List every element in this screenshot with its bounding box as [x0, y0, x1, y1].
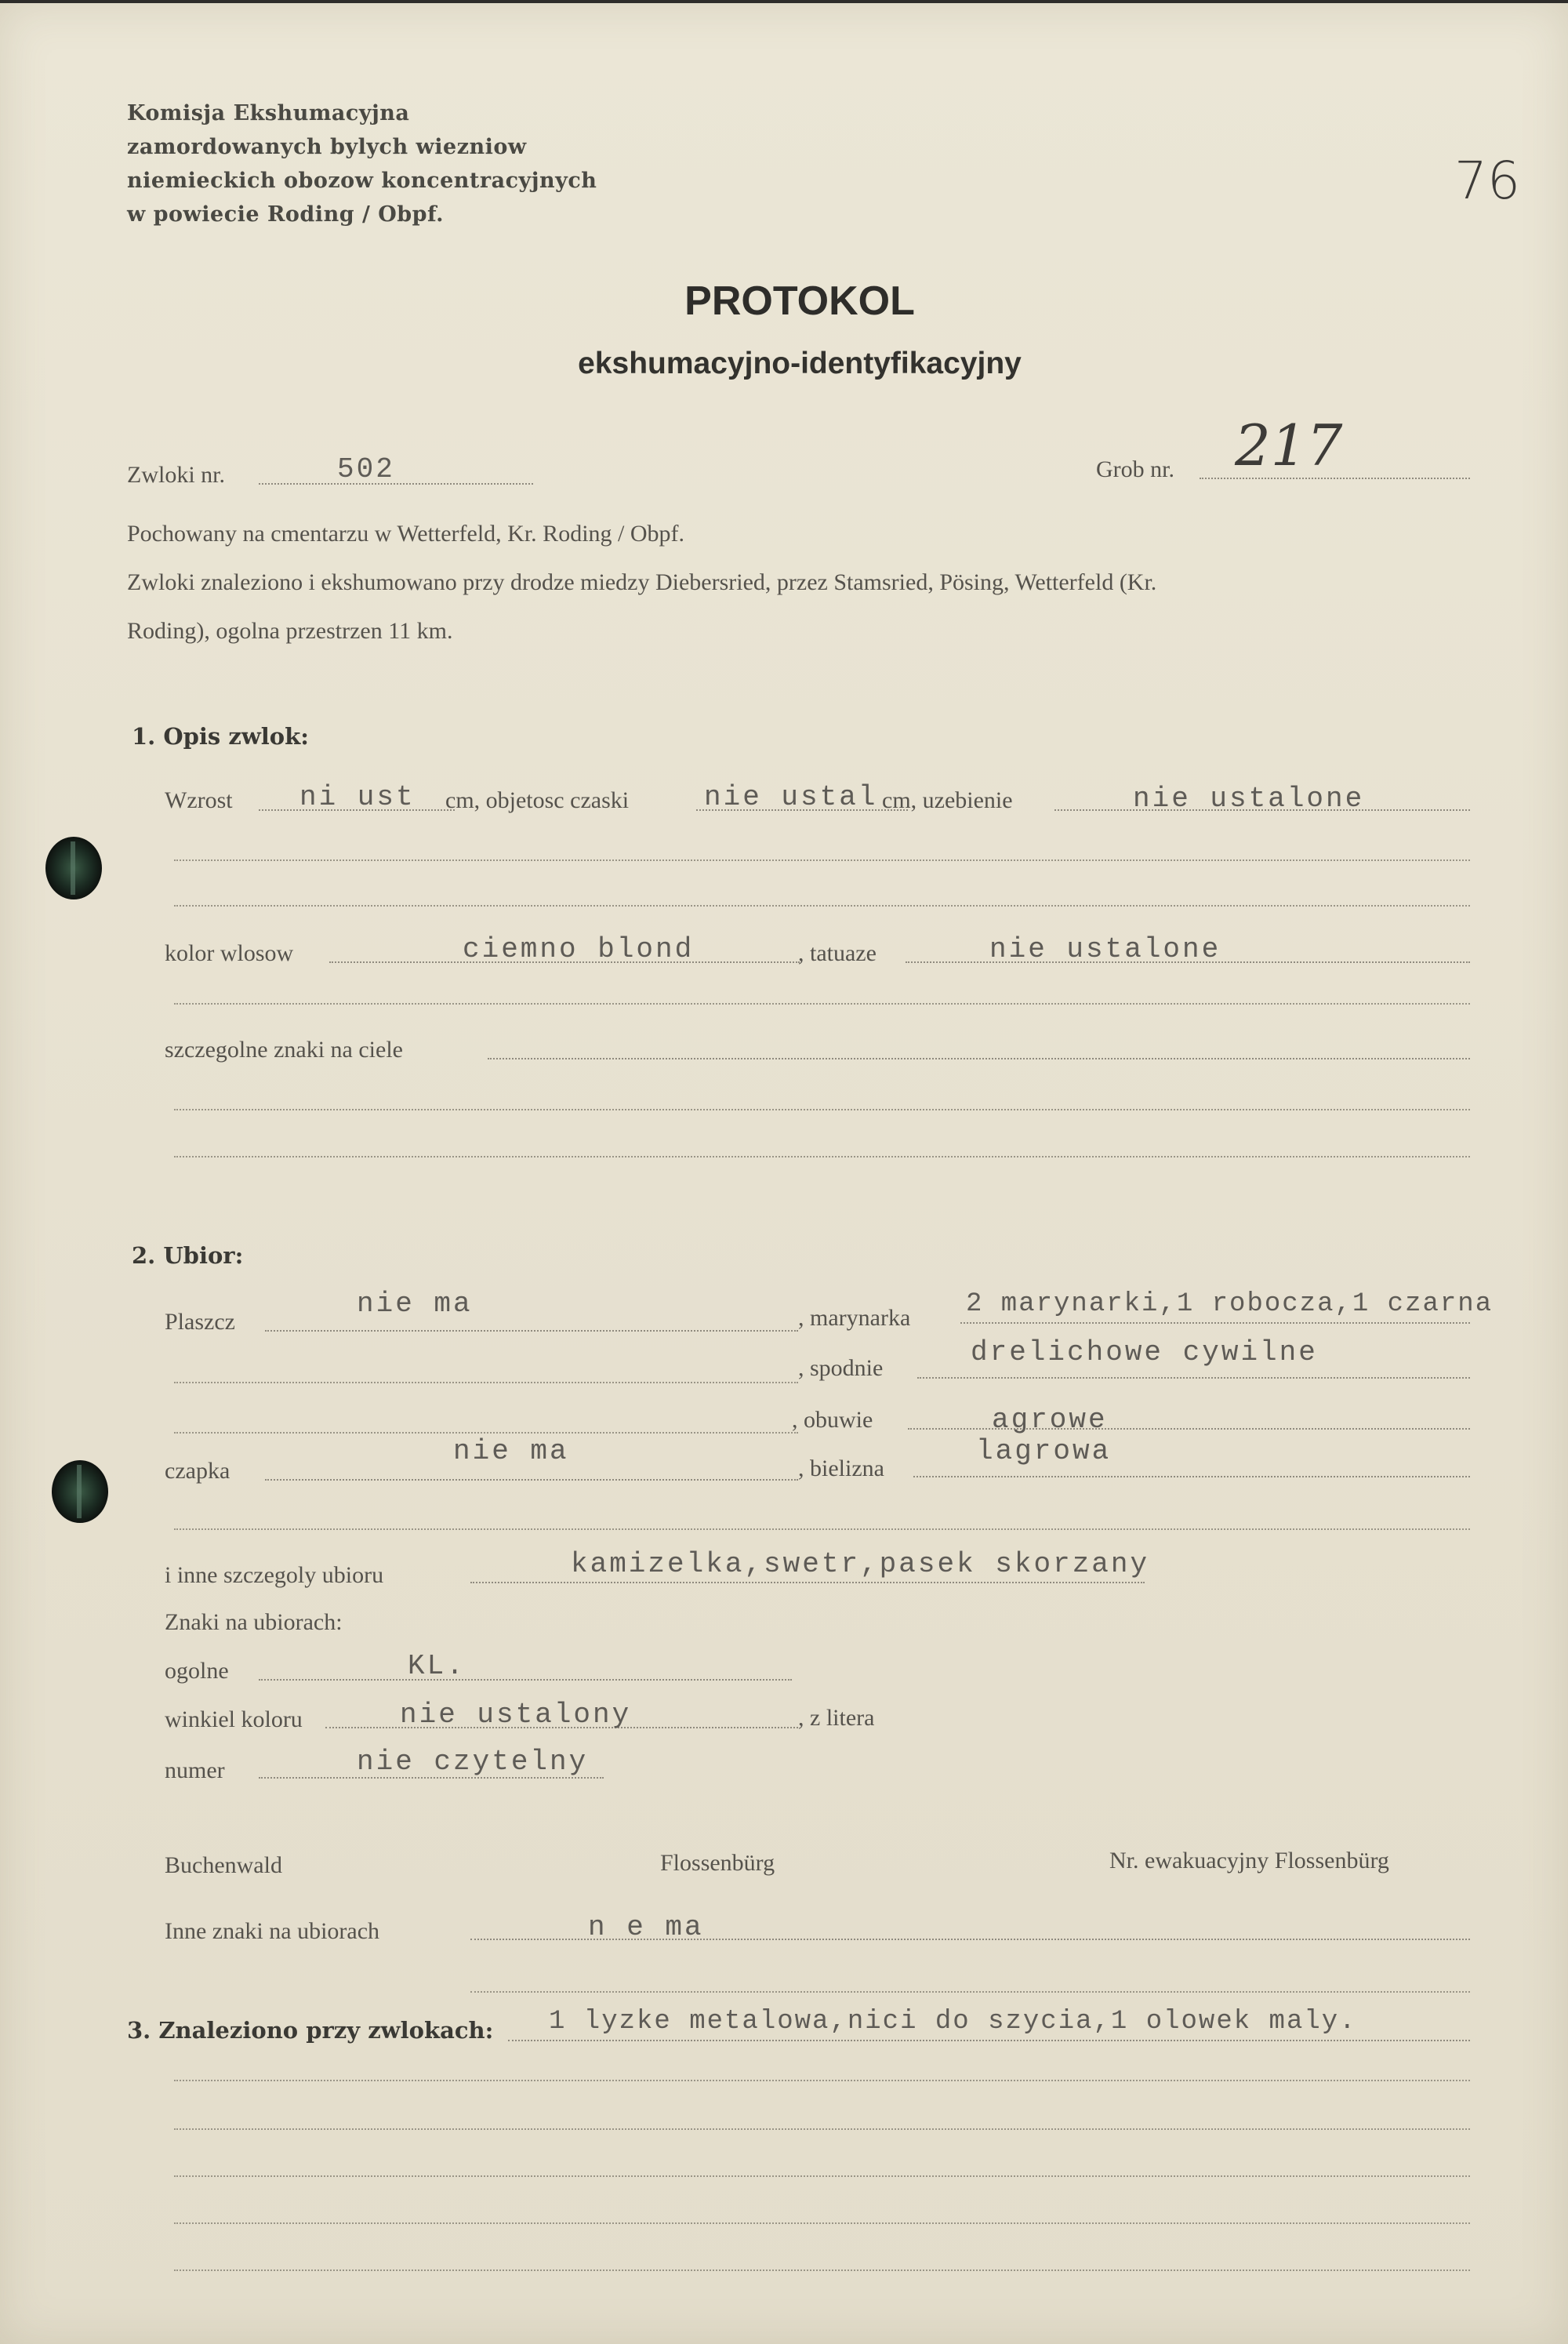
header-line-4: w powiecie Roding / Obpf. [127, 202, 445, 227]
section-3-heading: 3. Znaleziono przy zwlokach: [127, 2017, 494, 2044]
skull-unit: cm, uzebienie [882, 787, 1013, 813]
clothing-marks-heading: Znaki na ubiorach: [165, 1609, 343, 1635]
section-1-heading: 1. Opis zwlok: [132, 723, 309, 750]
grave-number-value: 217 [1235, 412, 1343, 478]
number-value: nie czytelny [357, 1746, 589, 1778]
body-number-label: Zwloki nr. [127, 462, 225, 488]
coat-label: Plaszcz [165, 1309, 235, 1335]
header-line-3: niemieckich obozow koncentracyjnych [127, 169, 597, 193]
body-number-value: 502 [337, 453, 395, 485]
punch-hole-top [45, 837, 102, 899]
letter-label: , z litera [798, 1705, 875, 1731]
found-text-1: Zwloki znaleziono i ekshumowano przy drodze miedzy Diebersried, przez Stamsried, Pösing, Wetterfeld (Kr. [127, 569, 1157, 595]
header-line-1: Komisja Ekshumacyjna [127, 101, 410, 125]
tattoo-value: nie ustalone [989, 933, 1221, 965]
evacuation-number-label: Nr. ewakuacyjny Flossenbürg [1109, 1848, 1389, 1873]
height-value: ni ust [299, 781, 416, 813]
other-clothing-marks-label: Inne znaki na ubiorach [165, 1918, 380, 1944]
punch-hole-bottom [52, 1460, 108, 1523]
underwear-label: , bielizna [798, 1455, 884, 1481]
burial-text: Pochowany na cmentarzu w Wetterfeld, Kr. Roding / Obpf. [127, 521, 685, 547]
coat-value: nie ma [357, 1288, 473, 1320]
other-clothing-marks-value: n e ma [588, 1911, 704, 1943]
cap-label: czapka [165, 1458, 230, 1484]
shoes-value: agrowe [992, 1404, 1108, 1436]
section-2-heading: 2. Ubior: [132, 1242, 244, 1269]
shoes-label: , obuwie [792, 1407, 873, 1433]
hair-color-label: kolor wlosow [165, 940, 294, 966]
cap-value: nie ma [453, 1435, 569, 1467]
general-marks-value: KL. [408, 1650, 466, 1682]
height-label: Wzrost [165, 787, 233, 813]
triangle-color-label: winkiel koloru [165, 1706, 303, 1732]
buchenwald-label: Buchenwald [165, 1852, 282, 1878]
page-title: PROTOKOL [684, 278, 915, 324]
height-unit: cm, objetosc czaski [445, 787, 630, 813]
hair-color-value: ciemno blond [463, 933, 695, 965]
other-clothing-label: i inne szczegoly ubioru [165, 1562, 384, 1588]
found-items-value: 1 lyzke metalowa,nici do szycia,1 olowek maly. [549, 2007, 1357, 2037]
underwear-value: lagrowa [976, 1435, 1112, 1467]
grave-number-label: Grob nr. [1096, 456, 1174, 482]
found-text-2: Roding), ogolna przestrzen 11 km. [127, 618, 453, 644]
jacket-label: , marynarka [798, 1305, 911, 1331]
other-clothing-value: kamizelka,swetr,pasek skorzany [571, 1548, 1150, 1580]
teeth-value: nie ustalone [1133, 783, 1365, 815]
number-label: numer [165, 1757, 225, 1783]
body-marks-label: szczegolne znaki na ciele [165, 1037, 403, 1063]
triangle-color-value: nie ustalony [400, 1699, 632, 1731]
page-number: 76 [1454, 151, 1520, 211]
trousers-value: drelichowe cywilne [971, 1336, 1318, 1368]
general-marks-label: ogolne [165, 1658, 229, 1684]
page-subtitle: ekshumacyjno-identyfikacyjny [578, 347, 1022, 380]
jacket-value: 2 marynarki,1 robocza,1 czarna [966, 1289, 1494, 1319]
skull-value: nie ustal [704, 781, 878, 813]
tattoo-label: , tatuaze [798, 940, 877, 966]
flossenburg-label: Flossenbürg [660, 1850, 775, 1876]
header-line-2: zamordowanych bylych wiezniow [127, 135, 527, 159]
trousers-label: , spodnie [798, 1355, 884, 1381]
